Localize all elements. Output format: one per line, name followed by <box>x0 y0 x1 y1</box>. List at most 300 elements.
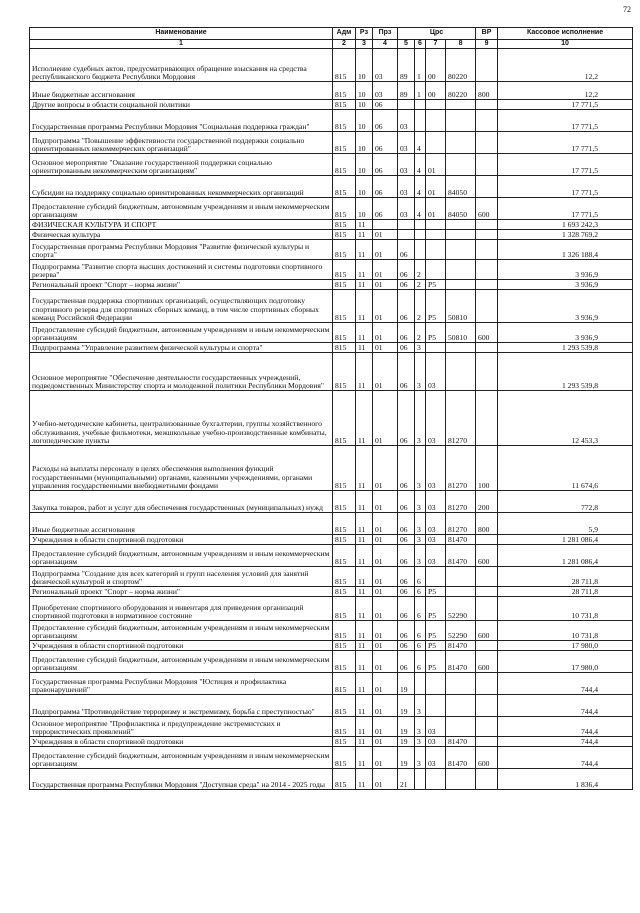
row-vr <box>476 110 498 132</box>
row-rz: 11 <box>356 290 373 323</box>
col-header-name: Наименование <box>30 28 333 40</box>
row-csr-program: 03 <box>398 154 415 176</box>
row-prz: 01 <box>373 290 398 323</box>
row-csr-direction: 81270 <box>446 491 476 513</box>
table-row <box>30 545 633 567</box>
row-prz: 01 <box>373 621 398 641</box>
row-vr <box>476 220 498 230</box>
page-number: 72 <box>623 5 631 14</box>
row-csr-program: 06 <box>398 240 415 260</box>
row-name: ФИЗИЧЕСКАЯ КУЛЬТУРА И СПОРТ <box>30 220 333 230</box>
col-number: 7 <box>426 40 446 49</box>
row-prz: 06 <box>373 132 398 154</box>
row-vr <box>476 737 498 747</box>
row-csr-program: 06 <box>398 513 415 535</box>
row-csr-subprogram <box>415 240 426 260</box>
col-number: 4 <box>373 40 398 49</box>
row-vr <box>476 260 498 280</box>
row-csr-event: P5 <box>426 651 446 673</box>
row-name: Предоставление субсидий бюджетным, автономным учреждениям и иным некоммерческим организациям <box>30 545 333 567</box>
row-csr-subprogram: 6 <box>415 597 426 621</box>
row-adm: 815 <box>333 391 356 446</box>
row-adm: 815 <box>333 737 356 747</box>
row-csr-subprogram <box>415 110 426 132</box>
row-amount: 1 281 086,4 <box>498 545 633 567</box>
table-row <box>30 260 633 280</box>
row-csr-program: 06 <box>398 343 415 353</box>
row-name: Иные бюджетные ассигнования <box>30 82 333 100</box>
row-rz: 11 <box>356 769 373 790</box>
row-name: Учреждения в области спортивной подготовки <box>30 535 333 545</box>
row-rz: 10 <box>356 198 373 220</box>
row-rz: 11 <box>356 597 373 621</box>
row-prz: 01 <box>373 717 398 737</box>
row-name: Предоставление субсидий бюджетным, автономным учреждениям и иным некоммерческим организациям <box>30 747 333 769</box>
row-prz: 01 <box>373 391 398 446</box>
row-amount: 17 771,5 <box>498 198 633 220</box>
row-rz: 11 <box>356 446 373 491</box>
row-csr-subprogram: 3 <box>415 737 426 747</box>
row-csr-program: 06 <box>398 280 415 290</box>
row-vr: 200 <box>476 491 498 513</box>
row-amount: 1 281 086,4 <box>498 535 633 545</box>
row-name: Подпрограмма "Повышение эффективности государственной поддержки социально ориентированных некоммерческих организаций" <box>30 132 333 154</box>
row-adm: 815 <box>333 747 356 769</box>
row-amount: 17 771,5 <box>498 100 633 110</box>
row-vr: 600 <box>476 747 498 769</box>
row-prz: 01 <box>373 641 398 651</box>
row-csr-event <box>426 260 446 280</box>
row-rz: 10 <box>356 154 373 176</box>
row-csr-program: 19 <box>398 673 415 695</box>
row-csr-subprogram: 3 <box>415 353 426 391</box>
table-row <box>30 343 633 353</box>
row-csr-event: P5 <box>426 280 446 290</box>
row-adm: 815 <box>333 82 356 100</box>
row-vr <box>476 597 498 621</box>
table-row <box>30 323 633 343</box>
row-csr-subprogram: 3 <box>415 391 426 446</box>
row-csr-direction <box>446 220 476 230</box>
row-csr-event: 03 <box>426 353 446 391</box>
row-rz: 11 <box>356 280 373 290</box>
row-csr-direction <box>446 567 476 587</box>
table-row <box>30 491 633 513</box>
row-csr-direction: 81270 <box>446 513 476 535</box>
row-prz: 01 <box>373 230 398 240</box>
table-row <box>30 132 633 154</box>
row-vr <box>476 290 498 323</box>
row-prz: 01 <box>373 651 398 673</box>
row-csr-direction: 84050 <box>446 176 476 198</box>
row-name: Учреждения в области спортивной подготовки <box>30 737 333 747</box>
row-csr-subprogram: 3 <box>415 446 426 491</box>
row-csr-event <box>426 230 446 240</box>
row-prz: 01 <box>373 353 398 391</box>
row-rz: 11 <box>356 391 373 446</box>
row-name: Государственная программа Республики Мордовия "Юстиция и профилактика правонарушений" <box>30 673 333 695</box>
row-adm: 815 <box>333 535 356 545</box>
row-csr-direction: 81270 <box>446 391 476 446</box>
table-body <box>30 49 633 790</box>
row-csr-subprogram: 3 <box>415 535 426 545</box>
row-vr <box>476 280 498 290</box>
row-csr-direction: 50810 <box>446 323 476 343</box>
row-prz: 01 <box>373 446 398 491</box>
row-rz: 10 <box>356 132 373 154</box>
row-vr: 800 <box>476 82 498 100</box>
row-csr-program: 03 <box>398 110 415 132</box>
row-csr-direction: 52290 <box>446 597 476 621</box>
row-csr-program: 03 <box>398 176 415 198</box>
row-name: Иные бюджетные ассигнования <box>30 513 333 535</box>
row-name: Учебно-методические кабинеты, централизованные бухгалтерии, группы хозяйственного обслуживания, учебные фильмотеки, межшкольные учебно-производственные комбинаты, логопедические пункты <box>30 391 333 446</box>
row-vr: 600 <box>476 323 498 343</box>
row-vr <box>476 391 498 446</box>
row-name: Закупка товаров, работ и услуг для обеспечения государственных (муниципальных) нужд <box>30 491 333 513</box>
row-rz: 11 <box>356 230 373 240</box>
row-rz: 10 <box>356 49 373 82</box>
row-rz: 11 <box>356 621 373 641</box>
row-csr-direction <box>446 240 476 260</box>
row-name: Основное мероприятие "Обеспечение деятельности государственных учреждений, подведомственных Министерству спорта и молодежной политики Республики Мордовия" <box>30 353 333 391</box>
col-header-csr: Црс <box>398 28 476 40</box>
row-rz: 11 <box>356 260 373 280</box>
row-csr-program: 06 <box>398 587 415 597</box>
row-rz: 11 <box>356 535 373 545</box>
row-csr-event: P5 <box>426 323 446 343</box>
row-amount: 17 980,0 <box>498 641 633 651</box>
row-amount: 1 693 242,3 <box>498 220 633 230</box>
row-vr <box>476 132 498 154</box>
row-adm: 815 <box>333 132 356 154</box>
row-rz: 11 <box>356 747 373 769</box>
row-name: Подпрограмма "Управление развитием физической культуры и спорта" <box>30 343 333 353</box>
row-prz: 06 <box>373 110 398 132</box>
row-csr-direction <box>446 132 476 154</box>
row-csr-event <box>426 343 446 353</box>
row-prz: 01 <box>373 673 398 695</box>
row-amount: 12,2 <box>498 82 633 100</box>
row-csr-program: 06 <box>398 290 415 323</box>
table-row <box>30 597 633 621</box>
row-csr-direction: 81470 <box>446 747 476 769</box>
row-amount: 3 936,9 <box>498 280 633 290</box>
table-row <box>30 100 633 110</box>
row-adm: 815 <box>333 154 356 176</box>
table-row <box>30 621 633 641</box>
row-vr <box>476 535 498 545</box>
row-csr-program: 06 <box>398 391 415 446</box>
row-amount: 744,4 <box>498 737 633 747</box>
row-prz: 01 <box>373 567 398 587</box>
row-csr-subprogram: 3 <box>415 747 426 769</box>
row-vr <box>476 230 498 240</box>
row-prz <box>373 220 398 230</box>
row-adm: 815 <box>333 567 356 587</box>
row-csr-direction <box>446 587 476 597</box>
row-vr: 800 <box>476 513 498 535</box>
row-amount: 17 980,0 <box>498 651 633 673</box>
row-rz: 10 <box>356 176 373 198</box>
row-name: Приобретение спортивного оборудования и инвентаря для приведения организаций спортивной подготовки в нормативное состояние <box>30 597 333 621</box>
row-csr-event <box>426 240 446 260</box>
row-csr-event: 00 <box>426 49 446 82</box>
row-csr-subprogram: 4 <box>415 176 426 198</box>
col-header-adm: Адм <box>333 28 356 40</box>
table-row <box>30 747 633 769</box>
row-csr-program: 06 <box>398 446 415 491</box>
row-csr-event: 01 <box>426 198 446 220</box>
row-name: Физическая культура <box>30 230 333 240</box>
row-adm: 815 <box>333 446 356 491</box>
row-vr <box>476 641 498 651</box>
row-name: Подпрограмма "Создание для всех категорий и групп населения условий для занятий физической культурой и спортом" <box>30 567 333 587</box>
row-csr-subprogram: 6 <box>415 651 426 673</box>
row-amount: 12 453,3 <box>498 391 633 446</box>
col-number: 9 <box>476 40 498 49</box>
row-vr: 600 <box>476 198 498 220</box>
row-rz: 10 <box>356 100 373 110</box>
row-csr-subprogram: 3 <box>415 513 426 535</box>
row-csr-event: 03 <box>426 491 446 513</box>
row-adm: 815 <box>333 769 356 790</box>
row-vr <box>476 567 498 587</box>
row-csr-program: 06 <box>398 353 415 391</box>
row-rz: 11 <box>356 240 373 260</box>
table-row <box>30 567 633 587</box>
row-name: Государственная программа Республики Мордовия "Социальная поддержка граждан" <box>30 110 333 132</box>
row-vr <box>476 695 498 717</box>
row-csr-event: 03 <box>426 446 446 491</box>
row-name: Субсидии на поддержку социально ориентированных некоммерческих организаций <box>30 176 333 198</box>
row-adm: 815 <box>333 695 356 717</box>
row-csr-event <box>426 769 446 790</box>
row-csr-event: 03 <box>426 545 446 567</box>
row-rz: 11 <box>356 717 373 737</box>
row-csr-direction: 80220 <box>446 82 476 100</box>
row-csr-subprogram <box>415 673 426 695</box>
table-row <box>30 513 633 535</box>
row-name: Предоставление субсидий бюджетным, автономным учреждениям и иным некоммерческим организациям <box>30 651 333 673</box>
row-vr <box>476 343 498 353</box>
row-prz: 01 <box>373 597 398 621</box>
row-csr-event <box>426 220 446 230</box>
row-amount: 28 711,8 <box>498 567 633 587</box>
row-name: Другие вопросы в области социальной политики <box>30 100 333 110</box>
row-csr-program: 89 <box>398 82 415 100</box>
table-row <box>30 587 633 597</box>
row-adm: 815 <box>333 49 356 82</box>
row-csr-subprogram: 3 <box>415 695 426 717</box>
table-row <box>30 446 633 491</box>
row-prz: 01 <box>373 587 398 597</box>
row-csr-subprogram: 4 <box>415 198 426 220</box>
row-vr: 100 <box>476 446 498 491</box>
col-number: 3 <box>356 40 373 49</box>
row-csr-event: P5 <box>426 621 446 641</box>
row-amount: 5,9 <box>498 513 633 535</box>
row-csr-program: 89 <box>398 49 415 82</box>
row-amount: 1 328 769,2 <box>498 230 633 240</box>
row-adm: 815 <box>333 353 356 391</box>
row-vr <box>476 587 498 597</box>
row-name: Исполнение судебных актов, предусматривающих обращение взыскания на средства республиканского бюджета Республики Мордовия <box>30 49 333 82</box>
row-csr-event: 00 <box>426 82 446 100</box>
row-adm: 815 <box>333 641 356 651</box>
row-name: Государственная программа Республики Мордовия "Развитие физической культуры и спорта" <box>30 240 333 260</box>
row-amount: 28 711,8 <box>498 587 633 597</box>
row-csr-subprogram: 6 <box>415 621 426 641</box>
row-csr-direction <box>446 673 476 695</box>
row-csr-event: P5 <box>426 290 446 323</box>
row-csr-program: 06 <box>398 491 415 513</box>
row-csr-direction: 81470 <box>446 651 476 673</box>
table-row <box>30 49 633 82</box>
row-vr <box>476 49 498 82</box>
row-adm: 815 <box>333 597 356 621</box>
row-amount: 12,2 <box>498 49 633 82</box>
row-vr <box>476 176 498 198</box>
row-csr-direction <box>446 343 476 353</box>
col-header-prz: Прз <box>373 28 398 40</box>
row-name: Основное мероприятие "Профилактика и предупреждение экстремистских и террористических проявлений" <box>30 717 333 737</box>
row-csr-event <box>426 695 446 717</box>
row-csr-direction <box>446 769 476 790</box>
row-csr-subprogram: 3 <box>415 491 426 513</box>
row-name: Предоставление субсидий бюджетным, автономным учреждениям и иным некоммерческим организациям <box>30 621 333 641</box>
row-amount: 11 674,6 <box>498 446 633 491</box>
row-csr-event: 03 <box>426 391 446 446</box>
row-csr-program <box>398 230 415 240</box>
row-name: Подпрограмма "Развитие спорта высших достижений и системы подготовки спортивного резерва" <box>30 260 333 280</box>
row-csr-event: P5 <box>426 587 446 597</box>
row-adm: 815 <box>333 717 356 737</box>
header-row <box>30 28 633 40</box>
row-rz: 11 <box>356 587 373 597</box>
row-csr-subprogram: 2 <box>415 290 426 323</box>
row-amount: 772,8 <box>498 491 633 513</box>
row-prz: 01 <box>373 535 398 545</box>
row-adm: 815 <box>333 491 356 513</box>
row-rz: 11 <box>356 567 373 587</box>
row-csr-direction: 81470 <box>446 545 476 567</box>
row-rz: 11 <box>356 323 373 343</box>
row-vr <box>476 717 498 737</box>
row-adm: 815 <box>333 230 356 240</box>
row-csr-subprogram: 3 <box>415 717 426 737</box>
row-csr-program: 03 <box>398 198 415 220</box>
row-adm: 815 <box>333 280 356 290</box>
table-row <box>30 641 633 651</box>
row-csr-subprogram: 4 <box>415 132 426 154</box>
row-prz: 01 <box>373 491 398 513</box>
row-vr <box>476 353 498 391</box>
row-csr-subprogram: 2 <box>415 323 426 343</box>
row-csr-subprogram <box>415 220 426 230</box>
row-name: Региональный проект "Спорт – норма жизни" <box>30 280 333 290</box>
row-csr-program: 06 <box>398 545 415 567</box>
row-amount: 1 293 539,8 <box>498 353 633 391</box>
row-csr-event: 03 <box>426 717 446 737</box>
table-row <box>30 280 633 290</box>
row-adm: 815 <box>333 176 356 198</box>
row-rz: 11 <box>356 513 373 535</box>
row-adm: 815 <box>333 343 356 353</box>
row-csr-direction <box>446 353 476 391</box>
row-csr-event: 01 <box>426 154 446 176</box>
row-prz: 06 <box>373 198 398 220</box>
table-row <box>30 353 633 391</box>
row-rz: 11 <box>356 353 373 391</box>
row-adm: 815 <box>333 545 356 567</box>
row-csr-subprogram: 4 <box>415 154 426 176</box>
row-amount: 1 293 539,8 <box>498 343 633 353</box>
row-name: Региональный проект "Спорт – норма жизни" <box>30 587 333 597</box>
row-csr-event <box>426 567 446 587</box>
row-prz: 06 <box>373 154 398 176</box>
row-csr-subprogram <box>415 100 426 110</box>
row-csr-program: 19 <box>398 717 415 737</box>
row-amount: 17 771,5 <box>498 154 633 176</box>
row-csr-event: 03 <box>426 513 446 535</box>
row-csr-direction: 81270 <box>446 446 476 491</box>
row-csr-event <box>426 132 446 154</box>
col-number: 8 <box>446 40 476 49</box>
row-prz: 01 <box>373 737 398 747</box>
table-row <box>30 651 633 673</box>
row-amount: 3 936,9 <box>498 323 633 343</box>
col-header-rz: Рз <box>356 28 373 40</box>
row-vr <box>476 769 498 790</box>
row-amount: 744,4 <box>498 717 633 737</box>
budget-table <box>29 27 633 790</box>
row-csr-subprogram: 6 <box>415 587 426 597</box>
row-amount: 17 771,5 <box>498 110 633 132</box>
row-vr <box>476 100 498 110</box>
row-rz: 11 <box>356 695 373 717</box>
row-csr-direction: 84050 <box>446 198 476 220</box>
row-csr-program: 06 <box>398 597 415 621</box>
row-csr-program <box>398 220 415 230</box>
row-csr-program: 06 <box>398 651 415 673</box>
table-row <box>30 154 633 176</box>
row-csr-subprogram: 3 <box>415 545 426 567</box>
row-csr-program: 06 <box>398 535 415 545</box>
row-name: Расходы на выплаты персоналу в целях обеспечения выполнения функций государственными (муниципальными) органами, казенными учреждениями, органами управления государственными внебюджетными фондами <box>30 446 333 491</box>
row-csr-subprogram <box>415 769 426 790</box>
row-csr-direction <box>446 695 476 717</box>
row-prz: 01 <box>373 260 398 280</box>
row-adm: 815 <box>333 621 356 641</box>
row-csr-subprogram: 2 <box>415 280 426 290</box>
row-prz: 01 <box>373 747 398 769</box>
row-csr-subprogram: 2 <box>415 260 426 280</box>
row-csr-program: 06 <box>398 260 415 280</box>
col-number: 1 <box>30 40 333 49</box>
row-name: Основное мероприятие "Оказание государственной поддержки социально ориентированным некоммерческим организациям" <box>30 154 333 176</box>
row-prz: 01 <box>373 513 398 535</box>
row-adm: 815 <box>333 220 356 230</box>
row-amount: 1 836,4 <box>498 769 633 790</box>
row-rz: 11 <box>356 737 373 747</box>
table-row <box>30 737 633 747</box>
row-csr-program: 21 <box>398 769 415 790</box>
row-csr-program: 03 <box>398 132 415 154</box>
row-adm: 815 <box>333 260 356 280</box>
row-name: Подпрограмма "Противодействие терроризму и экстремизму, борьба с преступностью" <box>30 695 333 717</box>
row-vr: 600 <box>476 545 498 567</box>
